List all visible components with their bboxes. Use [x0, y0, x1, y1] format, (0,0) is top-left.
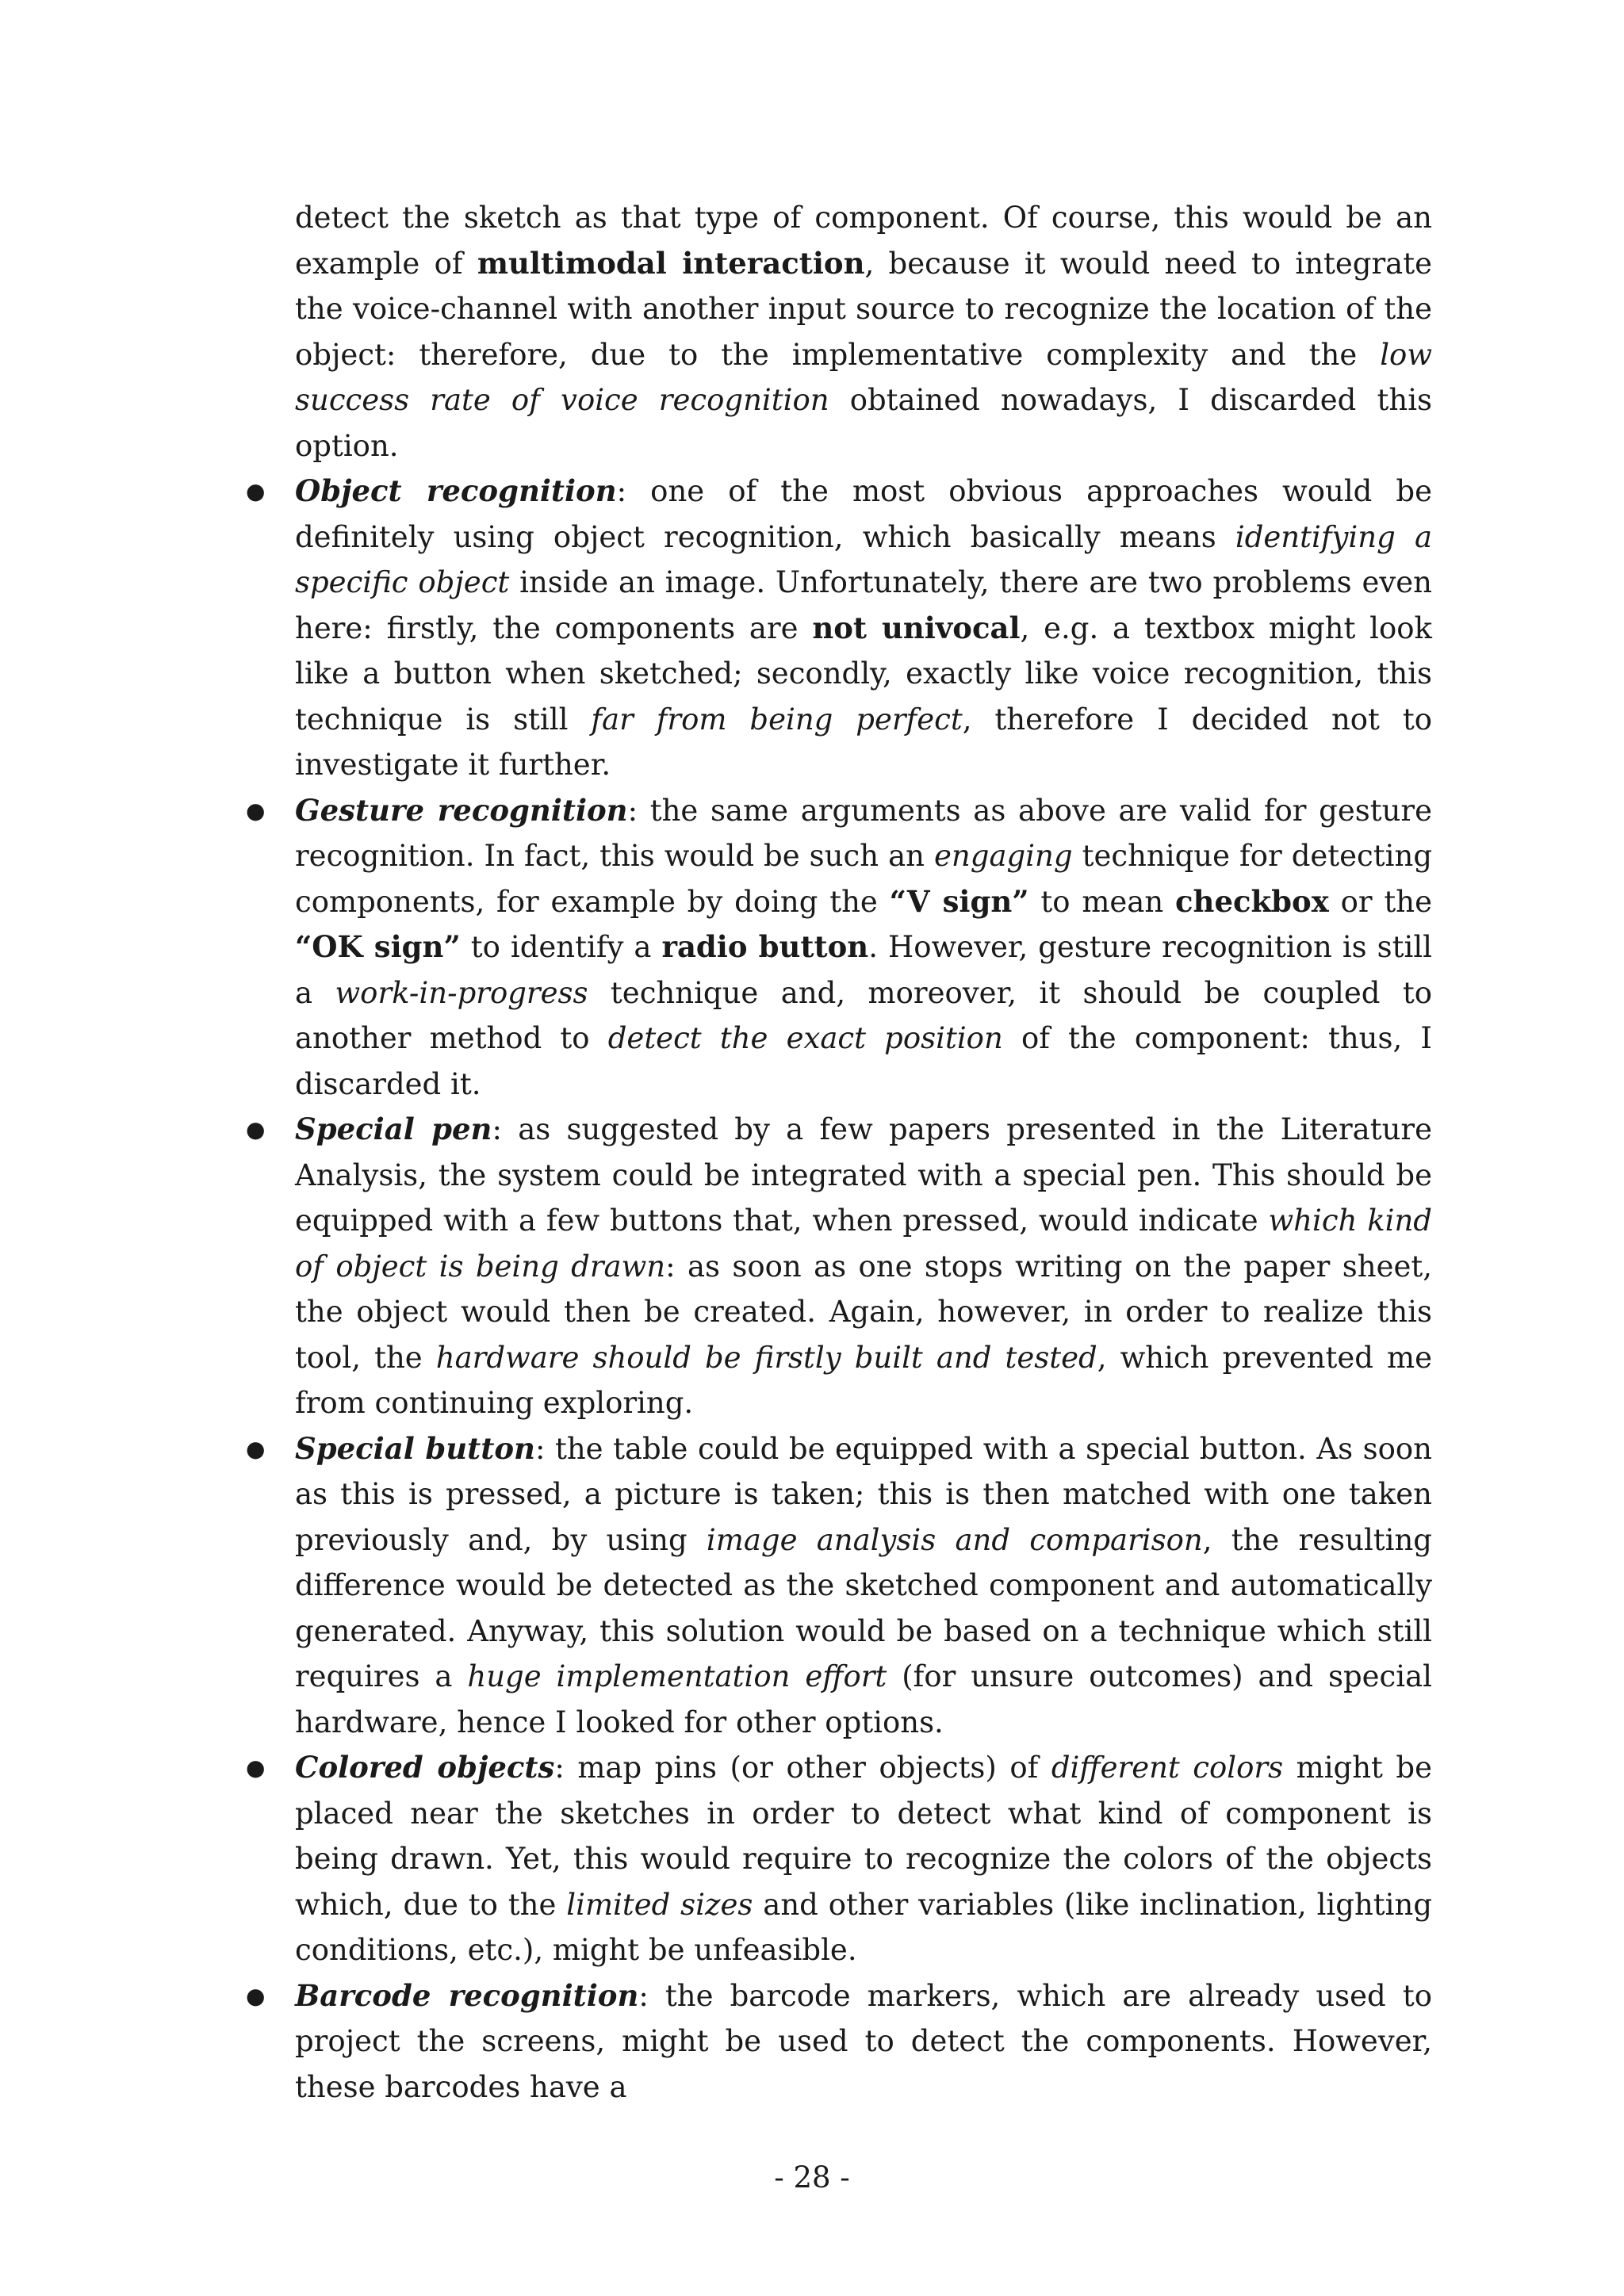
bullet-title: Object recognition — [295, 473, 617, 508]
italic-run: image analysis and comparison — [706, 1522, 1203, 1557]
bold-run: “OK sign” — [295, 929, 461, 964]
bullet-item-special-button — [246, 1426, 1432, 1746]
italic-run: hardware should be firstly built and tested — [435, 1340, 1097, 1375]
bold-run: “V sign” — [889, 883, 1029, 919]
bullet-item-gesture-recognition — [246, 788, 1433, 1108]
text-run: : the same arguments as above are valid for gesture recognition. In fact, this would be such an — [295, 793, 1433, 873]
italic-run: identifying a specific object — [295, 519, 1432, 599]
text-run: : the table could be equipped with a special button. As soon as this is pressed, a picture is taken; this is then matched with one taken previously and, by using — [295, 1431, 1432, 1557]
text-run: , because it would need to integrate the voice-channel with another input source to recognize the location of the object: therefore, due to the implementative complexity and the — [295, 246, 1432, 372]
text-run: : map pins (or other objects) of — [554, 1751, 1051, 1785]
bullet-title: Colored objects — [295, 1750, 555, 1785]
italic-run: which kind of object is being drawn — [295, 1203, 1432, 1284]
text-run: technique for detecting components, for example by doing the — [295, 839, 1432, 919]
text-run: and other variables (like inclination, lighting conditions, etc.), might be unfeasible. — [295, 1887, 1433, 1967]
italic-run: far from being perfect — [591, 702, 963, 737]
intro-paragraph — [295, 195, 1432, 469]
text-run: technique and, moreover, it should be coupled to another method to — [295, 975, 1432, 1055]
page-number: - 28 - — [774, 2160, 850, 2195]
bold-run: checkbox — [1175, 883, 1329, 919]
bullet-icon: ● — [246, 797, 266, 824]
text-run: : as soon as one stops writing on the paper sheet, the object would then be created. Again, however, in order to realize this tool, the — [295, 1249, 1432, 1375]
bullet-icon: ● — [246, 1755, 266, 1781]
bullet-item-colored-objects — [246, 1745, 1433, 1973]
bold-run: radio button — [661, 929, 869, 964]
text-run: obtained nowadays, I discarded this option. — [295, 383, 1433, 463]
text-run: , therefore I decided not to investigate it further. — [295, 702, 1432, 782]
bullet-title: Special button — [295, 1430, 535, 1466]
text-run: might be placed near the sketches in order to detect what kind of component is being drawn. Yet, this would require to recognize the colors of the objects which, due to the — [295, 1751, 1433, 1922]
text-run: . However, gesture recognition is still a — [295, 930, 1432, 1010]
text-run: : one of the most obvious approaches would be definitely using object recognition, which basically means — [295, 474, 1432, 554]
bold-run: not univocal — [812, 610, 1021, 645]
bullet-icon: ● — [246, 478, 266, 504]
text-run: to identify a — [460, 930, 662, 964]
bullet-title: Gesture recognition — [295, 792, 628, 828]
text-run: , e.g. a textbox might look like a button when sketched; secondly, exactly like voice recognition, this technique is still — [295, 610, 1432, 737]
italic-run: work-in-progress — [335, 975, 588, 1010]
italic-run: huge implementation effort — [467, 1659, 887, 1693]
bullet-icon: ● — [246, 1982, 266, 2009]
bullet-item-object-recognition — [246, 469, 1432, 788]
bullet-item-barcode-recognition — [246, 1973, 1432, 2110]
text-run: or the — [1328, 884, 1432, 919]
bullet-title: Special pen — [295, 1112, 492, 1146]
italic-run: detect the exact position — [607, 1021, 1003, 1055]
text-run: to mean — [1028, 884, 1176, 919]
bullet-title: Barcode recognition — [295, 1977, 639, 2013]
text-run: , the resulting difference would be detected as the sketched component and automatically generated. Anyway, this solution would be based on a technique which still requires a — [295, 1522, 1432, 1693]
bullet-icon: ● — [246, 1116, 266, 1142]
text-run: of the component: thus, I discarded it. — [295, 1021, 1433, 1101]
italic-run: engaging — [934, 839, 1073, 873]
text-run: , which prevented me from continuing exploring. — [295, 1340, 1432, 1420]
text-run: inside an image. Unfortunately, there are two problems even here: firstly, the components are — [295, 565, 1432, 645]
text-run: detect the sketch as that type of component. Of course, this would be an example of — [295, 201, 1432, 281]
bullet-item-special-pen — [246, 1107, 1432, 1426]
italic-run: different colors — [1051, 1751, 1284, 1785]
page-body — [246, 195, 1433, 2110]
text-run: : the barcode markers, which are already used to project the screens, might be used to detect the components. However, these barcodes have a — [295, 1978, 1432, 2104]
text-run: (for unsure outcomes) and special hardware, hence I looked for other options. — [295, 1659, 1432, 1739]
italic-run: low success rate of voice recognition — [295, 337, 1432, 417]
text-run: : as suggested by a few papers presented in the Literature Analysis, the system could be integrated with a special pen. This should be equipped with a few buttons that, when pressed, would indicate — [295, 1112, 1432, 1238]
bold-run: multimodal interaction — [477, 245, 865, 281]
italic-run: limited sizes — [566, 1887, 753, 1922]
bullet-icon: ● — [246, 1435, 266, 1462]
